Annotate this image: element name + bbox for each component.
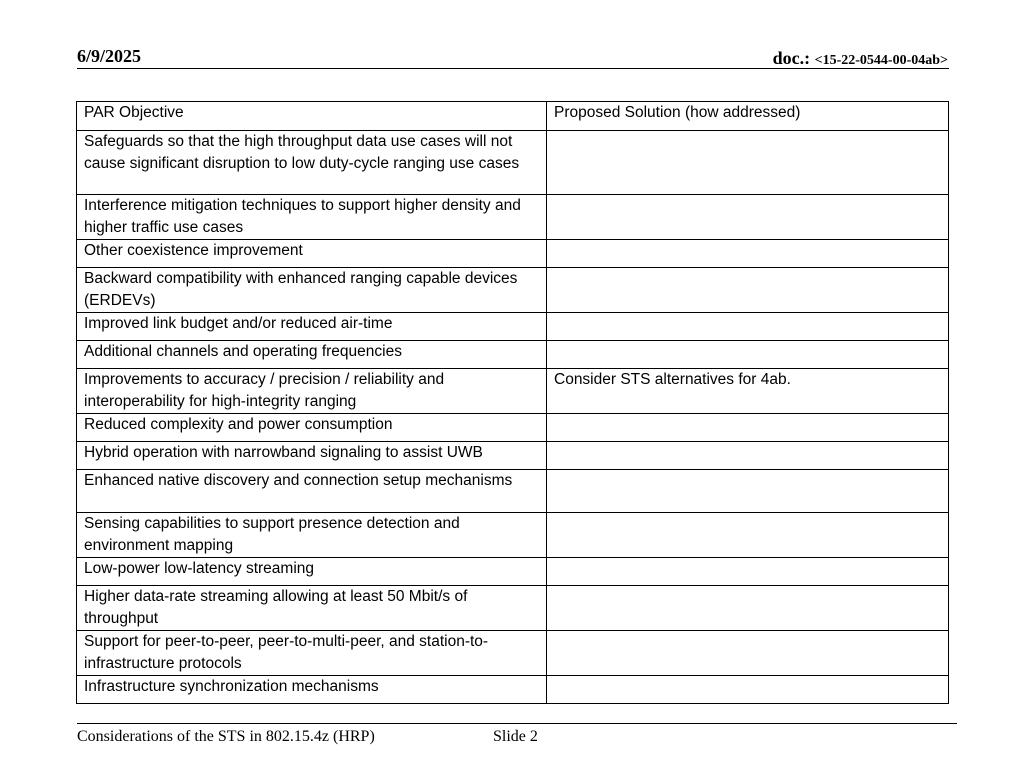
- slide-number: Slide 2: [493, 728, 538, 745]
- solution-cell: Consider STS alternatives for 4ab.: [547, 369, 949, 414]
- solution-cell: [547, 195, 949, 240]
- objective-cell: Improved link budget and/or reduced air-time: [77, 313, 547, 341]
- table-header-row: [77, 102, 949, 131]
- solution-cell: [547, 442, 949, 470]
- solution-cell: [547, 676, 949, 704]
- header-doc-id: [773, 48, 948, 69]
- solution-cell: [547, 470, 949, 513]
- doc-number: <15-22-0544-00-04ab>: [814, 53, 948, 68]
- column-header-solution: Proposed Solution (how addressed): [547, 102, 949, 131]
- table-row: [77, 631, 949, 676]
- table-row: [77, 676, 949, 704]
- table-row: [77, 195, 949, 240]
- objective-cell: Reduced complexity and power consumption: [77, 414, 547, 442]
- solution-cell: [547, 414, 949, 442]
- header-date: 6/9/2025: [77, 46, 142, 66]
- doc-label: doc.:: [772, 48, 815, 68]
- solution-cell: [547, 341, 949, 369]
- table-row: [77, 414, 949, 442]
- objective-cell: Other coexistence improvement: [77, 240, 547, 268]
- table-row: [77, 558, 949, 586]
- objective-cell: Sensing capabilities to support presence detection and environment mapping: [77, 513, 547, 558]
- solution-cell: [547, 131, 949, 195]
- footer-divider: [77, 723, 957, 724]
- par-objectives-table: [76, 101, 949, 704]
- table-row: [77, 586, 949, 631]
- objective-cell: Infrastructure synchronization mechanisms: [77, 676, 547, 704]
- table-row: [77, 442, 949, 470]
- solution-cell: [547, 558, 949, 586]
- objective-cell: Interference mitigation techniques to support higher density and higher traffic use cases: [77, 195, 547, 240]
- objective-cell: Higher data-rate streaming allowing at least 50 Mbit/s of throughput: [77, 586, 547, 631]
- table-row: [77, 369, 949, 414]
- solution-cell: [547, 631, 949, 676]
- table-row: [77, 470, 949, 513]
- objective-cell: Improvements to accuracy / precision / reliability and interoperability for high-integrity ranging: [77, 369, 547, 414]
- objective-cell: Additional channels and operating frequencies: [77, 341, 547, 369]
- footer-title: Considerations of the STS in 802.15.4z (HRP): [77, 728, 375, 745]
- solution-cell: [547, 268, 949, 313]
- solution-cell: [547, 240, 949, 268]
- solution-cell: [547, 586, 949, 631]
- solution-cell: [547, 513, 949, 558]
- header-divider: [77, 68, 949, 69]
- objective-cell: Backward compatibility with enhanced ranging capable devices (ERDEVs): [77, 268, 547, 313]
- table-row: [77, 513, 949, 558]
- objective-cell: Support for peer-to-peer, peer-to-multi-peer, and station-to-infrastructure protocols: [77, 631, 547, 676]
- solution-cell: [547, 313, 949, 341]
- table-row: [77, 268, 949, 313]
- column-header-objective: PAR Objective: [77, 102, 547, 131]
- objective-cell: Safeguards so that the high throughput data use cases will not cause significant disruption to low duty-cycle ranging use cases: [77, 131, 547, 195]
- objective-cell: Low-power low-latency streaming: [77, 558, 547, 586]
- table-row: [77, 313, 949, 341]
- table-row: [77, 240, 949, 268]
- objective-cell: Enhanced native discovery and connection setup mechanisms: [77, 470, 547, 513]
- table-row: [77, 341, 949, 369]
- objective-cell: Hybrid operation with narrowband signaling to assist UWB: [77, 442, 547, 470]
- table-row: [77, 131, 949, 195]
